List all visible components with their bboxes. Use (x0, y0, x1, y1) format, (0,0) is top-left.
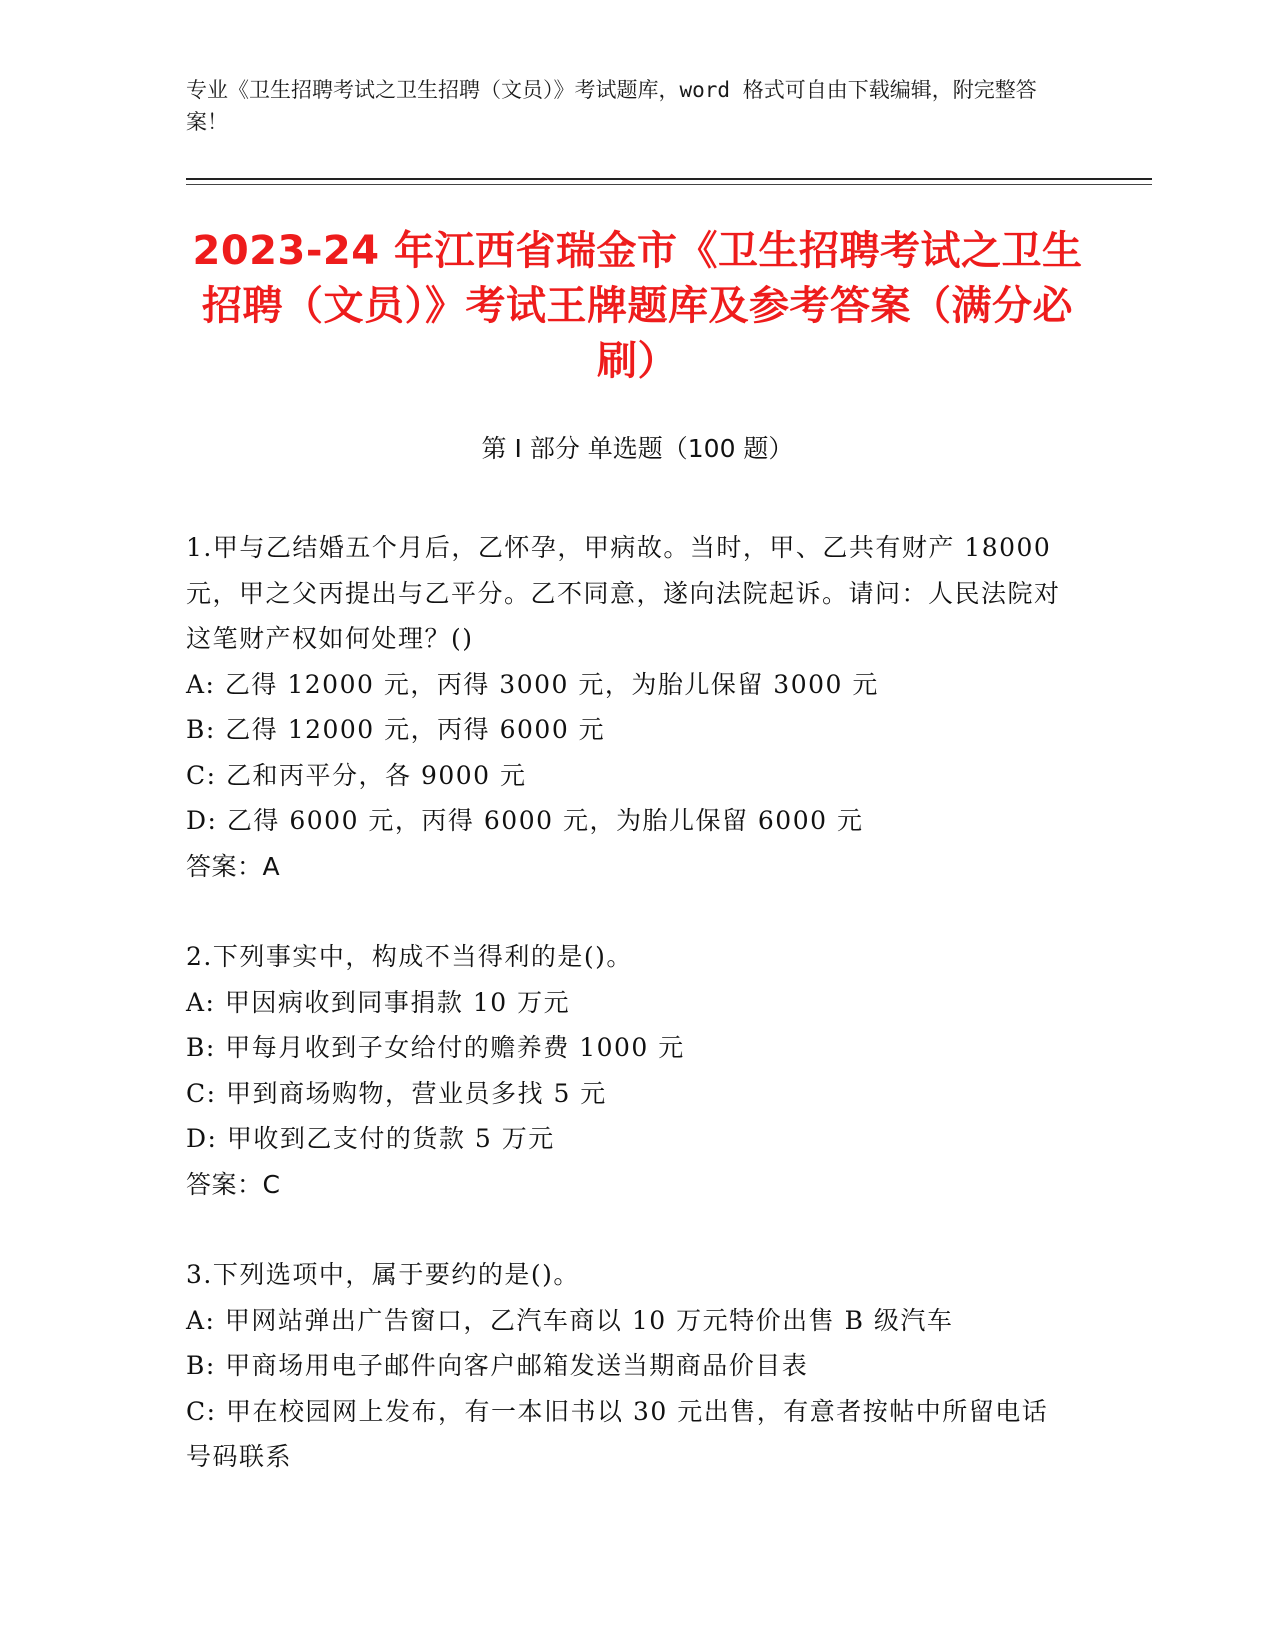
option-a: A: 乙得 12000 元，丙得 3000 元，为胎儿保留 3000 元 (186, 669, 879, 699)
question-stem: 3.下列选项中，属于要约的是()。 (186, 1260, 580, 1289)
answer: 答案：C (186, 1169, 281, 1199)
option-c: C: 甲在校园网上发布，有一本旧书以 30 元出售，有意者按帖中所留电话号码联系 (186, 1396, 1049, 1471)
question-list (186, 525, 1066, 1525)
option-d: D: 甲收到乙支付的货款 5 万元 (186, 1124, 555, 1153)
question-stem: 2.下列事实中，构成不当得利的是()。 (186, 942, 633, 971)
option-c: C: 乙和丙平分，各 9000 元 (186, 760, 527, 790)
section-heading: 第 I 部分 单选题（100 题） (481, 434, 794, 463)
option-b: B: 甲每月收到子女给付的赡养费 1000 元 (186, 1033, 685, 1062)
option-b: B: 甲商场用电子邮件向客户邮箱发送当期商品价目表 (186, 1351, 809, 1380)
document-title: 2023-24 年江西省瑞金市《卫生招聘考试之卫生招聘（文员）》考试王牌题库及参考答案（满分必刷） (192, 228, 1083, 384)
option-a: A: 甲因病收到同事捐款 10 万元 (186, 987, 571, 1017)
option-c: C: 甲到商场购物，营业员多找 5 元 (186, 1078, 607, 1108)
question-3 (186, 1252, 1066, 1480)
answer: 答案：A (186, 851, 281, 881)
header-rule-thin (186, 184, 1152, 185)
option-b: B: 乙得 12000 元，丙得 6000 元 (186, 715, 606, 744)
option-d: D: 乙得 6000 元，丙得 6000 元，为胎儿保留 6000 元 (186, 806, 864, 835)
option-a: A: 甲网站弹出广告窗口，乙汽车商以 10 万元特价出售 B 级汽车 (186, 1305, 954, 1335)
question-1 (186, 525, 1066, 889)
header-note: 专业《卫生招聘考试之卫生招聘（文员）》考试题库，word 格式可自由下载编辑，附完整答案！ (186, 78, 1037, 134)
question-2 (186, 934, 1066, 1207)
header-rule-thick (186, 178, 1152, 180)
question-stem: 1.甲与乙结婚五个月后，乙怀孕，甲病故。当时，甲、乙共有财产 18000 元，甲之父丙提出与乙平分。乙不同意，遂向法院起诉。请问：人民法院对这笔财产权如何处理？() (186, 533, 1061, 653)
